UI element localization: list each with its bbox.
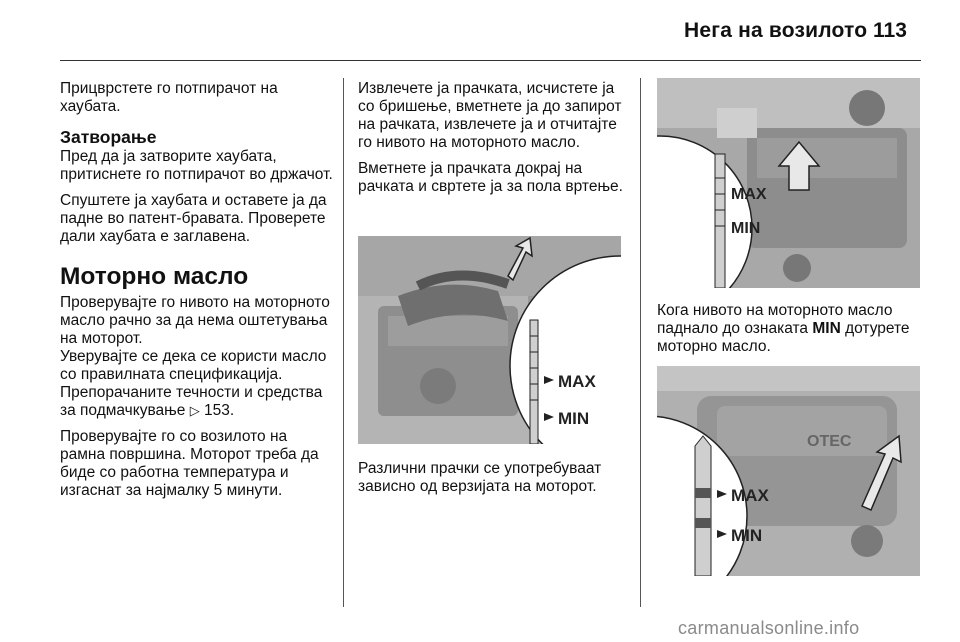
column-divider-1 (343, 78, 344, 607)
section-heading-engine-oil: Моторно масло (60, 263, 249, 290)
paragraph: Извлечете ја прачката, исчистете ја со бришење, вметнете ја до запирот на рачката, извлечете ја и отчитајте го нивото на моторното масло. (358, 80, 622, 151)
dipstick-max-label: MAX (558, 372, 596, 391)
caption-text: Кога нивото на моторното масло паднало до ознаката (657, 302, 893, 337)
dipstick-max-label: MAX (731, 186, 767, 203)
paragraph: Спуштете ја хаубата и оставете ја да падне во патент-бравата. Проверете дали хаубата е заглавена. (60, 192, 327, 245)
page-number: 113 (873, 19, 907, 42)
figure-engine-dipstick-1 (358, 236, 621, 444)
figure-caption (657, 302, 927, 356)
dipstick-min-label: MIN (731, 220, 761, 237)
page-header-title: Нега на возилото (684, 19, 868, 42)
figure-caption: Различни прачки се употребуваат зависно од верзијата на моторот. (358, 460, 602, 495)
column-divider-2 (640, 78, 641, 607)
header-rule (60, 60, 921, 61)
engine-illustration (358, 236, 621, 444)
engine-illustration (657, 78, 920, 288)
figure-engine-dipstick-3 (657, 366, 920, 576)
watermark: carmanualsonline.info (678, 618, 860, 638)
engine-illustration (657, 366, 920, 576)
caption-min-mark: MIN (812, 320, 841, 337)
paragraph: Проверувајте го со возилото на рамна површина. Моторот треба да биде со работна температура и изгаснат за најмалку 5 минути. (60, 428, 319, 499)
paragraph: Прицврстете го потпирачот на хаубата. (60, 80, 278, 115)
column-1 (60, 80, 335, 508)
page-reference-link[interactable]: 153. (204, 402, 235, 419)
paragraph: Пред да ја затворите хаубата, притиснете го потпирачот во држачот. (60, 148, 333, 183)
caption-text: дотурете моторно масло. (657, 320, 910, 355)
paragraph (60, 348, 335, 420)
section-heading-closing: Затворање (60, 127, 157, 147)
dipstick-min-label: MIN (731, 526, 763, 545)
paragraph: Проверувајте го нивото на моторното масло рачно за да нема оштетувања на моторот. (60, 294, 330, 347)
column-2 (358, 80, 630, 204)
engine-cover-text: OTEC (807, 433, 852, 450)
paragraph: Вметнете ја прачката докрај на рачката и свртете ја за пола вртење. (358, 160, 623, 195)
page-reference-arrow-icon: ▷ (189, 403, 200, 418)
dipstick-max-label: MAX (731, 486, 769, 505)
dipstick-min-label: MIN (558, 409, 590, 428)
paragraph-text: Уверувајте се дека се користи масло со правилната спецификација. Препорачаните течности и средства за подмачкување (60, 348, 327, 419)
figure-engine-dipstick-2 (657, 78, 920, 288)
